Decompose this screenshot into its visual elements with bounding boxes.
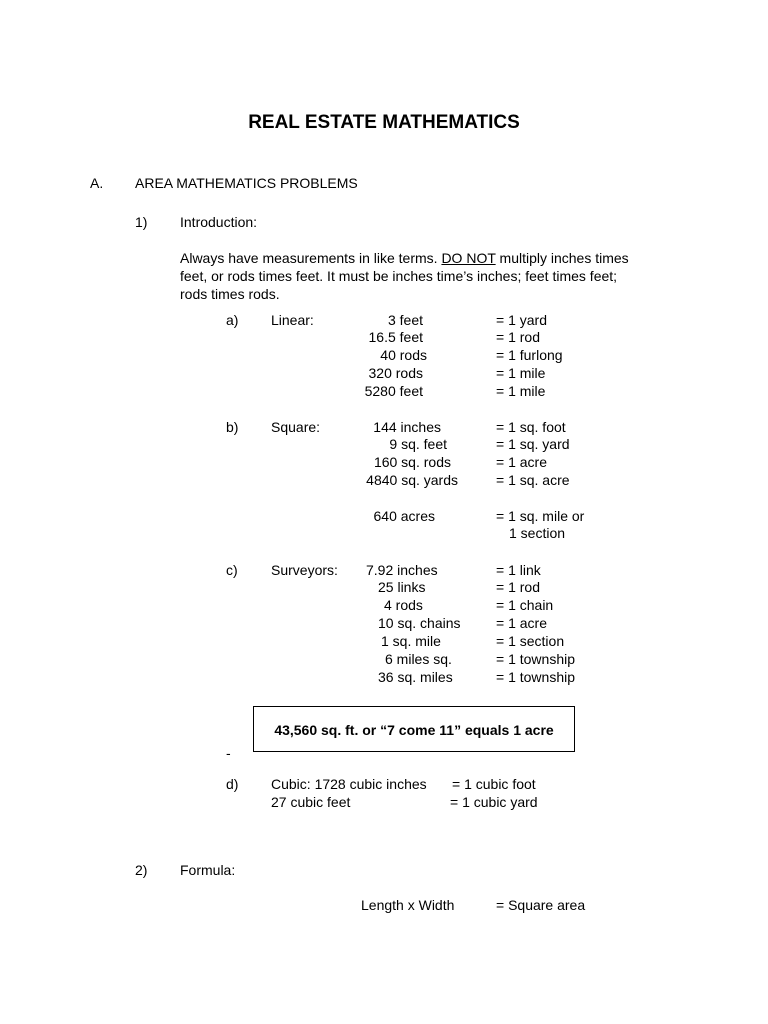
linear-right-5: = 1 mile bbox=[496, 383, 546, 399]
cubic-left-2: 27 cubic feet bbox=[271, 794, 351, 810]
surveyors-right-2: = 1 rod bbox=[496, 579, 540, 595]
surveyors-left-3: 4 rods bbox=[384, 597, 423, 613]
section-marker: A. bbox=[90, 175, 104, 191]
cubic-right-1: = 1 cubic foot bbox=[452, 776, 536, 792]
linear-label: Linear: bbox=[271, 312, 314, 328]
square-right-2: = 1 sq. yard bbox=[496, 436, 570, 452]
surveyors-right-6: = 1 township bbox=[496, 651, 575, 667]
formula-right: = Square area bbox=[496, 897, 586, 913]
formula-heading: Formula: bbox=[180, 862, 236, 878]
intro-paragraph-line-1 bbox=[180, 251, 629, 265]
square-right-1: = 1 sq. foot bbox=[496, 419, 566, 435]
square-left-4: 4840 sq. yards bbox=[366, 472, 458, 488]
linear-left-2: 16.5 feet bbox=[368, 329, 423, 345]
surveyors-label: Surveyors: bbox=[271, 562, 338, 578]
surveyors-left-6: 6 miles sq. bbox=[385, 651, 452, 667]
surveyors-left-7: 36 sq. miles bbox=[378, 669, 453, 685]
surveyors-left-4: 10 sq. chains bbox=[378, 615, 461, 631]
formula-left: Length x Width bbox=[361, 897, 455, 913]
surveyors-left-5: 1 sq. mile bbox=[381, 633, 441, 649]
acre-callout-text: 43,560 sq. ft. or “7 come 11” equals 1 acre bbox=[274, 722, 554, 738]
cubic-marker: d) bbox=[226, 776, 239, 792]
cubic-left-1: Cubic: 1728 cubic inches bbox=[271, 776, 427, 792]
square-left-3: 160 sq. rods bbox=[373, 454, 451, 470]
square-left-5: 640 acres bbox=[373, 508, 435, 524]
intro-emphasis: DO NOT bbox=[441, 250, 496, 266]
linear-left-3: 40 rods bbox=[380, 347, 427, 363]
linear-right-1: = 1 yard bbox=[496, 312, 547, 328]
intro-text-start: Always have measurements in like terms. bbox=[180, 250, 438, 266]
surveyors-right-7: = 1 township bbox=[496, 669, 575, 685]
surveyors-right-3: = 1 chain bbox=[496, 597, 554, 613]
cubic-right-2: = 1 cubic yard bbox=[450, 794, 538, 810]
page-title: REAL ESTATE MATHEMATICS bbox=[248, 112, 520, 133]
intro-text-end: multiply inches times bbox=[499, 250, 629, 266]
linear-marker: a) bbox=[226, 312, 239, 328]
surveyors-left-1: 7.92 inches bbox=[366, 562, 438, 578]
square-right-4: = 1 sq. acre bbox=[496, 472, 570, 488]
square-left-2: 9 sq. feet bbox=[389, 436, 447, 452]
square-right-5: = 1 sq. mile or bbox=[496, 508, 585, 524]
surveyors-right-4: = 1 acre bbox=[496, 615, 547, 631]
intro-paragraph-line-2: feet, or rods times feet. It must be inches time’s inches; feet times feet; bbox=[180, 268, 618, 284]
stray-dash: - bbox=[226, 745, 231, 761]
square-marker: b) bbox=[226, 419, 239, 435]
acre-callout-box bbox=[253, 706, 575, 752]
intro-heading: Introduction: bbox=[180, 214, 258, 230]
intro-paragraph-line-3: rods times rods. bbox=[180, 286, 280, 302]
square-left-1: 144 inches bbox=[373, 419, 441, 435]
square-right-5-continued: 1 section bbox=[509, 525, 566, 541]
surveyors-marker: c) bbox=[226, 562, 238, 578]
surveyors-right-1: = 1 link bbox=[496, 562, 541, 578]
surveyors-right-5: = 1 section bbox=[496, 633, 565, 649]
linear-right-2: = 1 rod bbox=[496, 329, 540, 345]
square-right-3: = 1 acre bbox=[496, 454, 547, 470]
intro-marker: 1) bbox=[135, 214, 148, 230]
formula-marker: 2) bbox=[135, 862, 148, 878]
square-label: Square: bbox=[271, 419, 321, 435]
linear-left-5: 5280 feet bbox=[364, 383, 423, 399]
linear-right-4: = 1 mile bbox=[496, 365, 546, 381]
section-heading: AREA MATHEMATICS PROBLEMS bbox=[135, 175, 358, 191]
linear-right-3: = 1 furlong bbox=[496, 347, 563, 363]
linear-left-4: 320 rods bbox=[368, 365, 423, 381]
linear-left-1: 3 feet bbox=[387, 312, 423, 328]
surveyors-left-2: 25 links bbox=[378, 579, 426, 595]
